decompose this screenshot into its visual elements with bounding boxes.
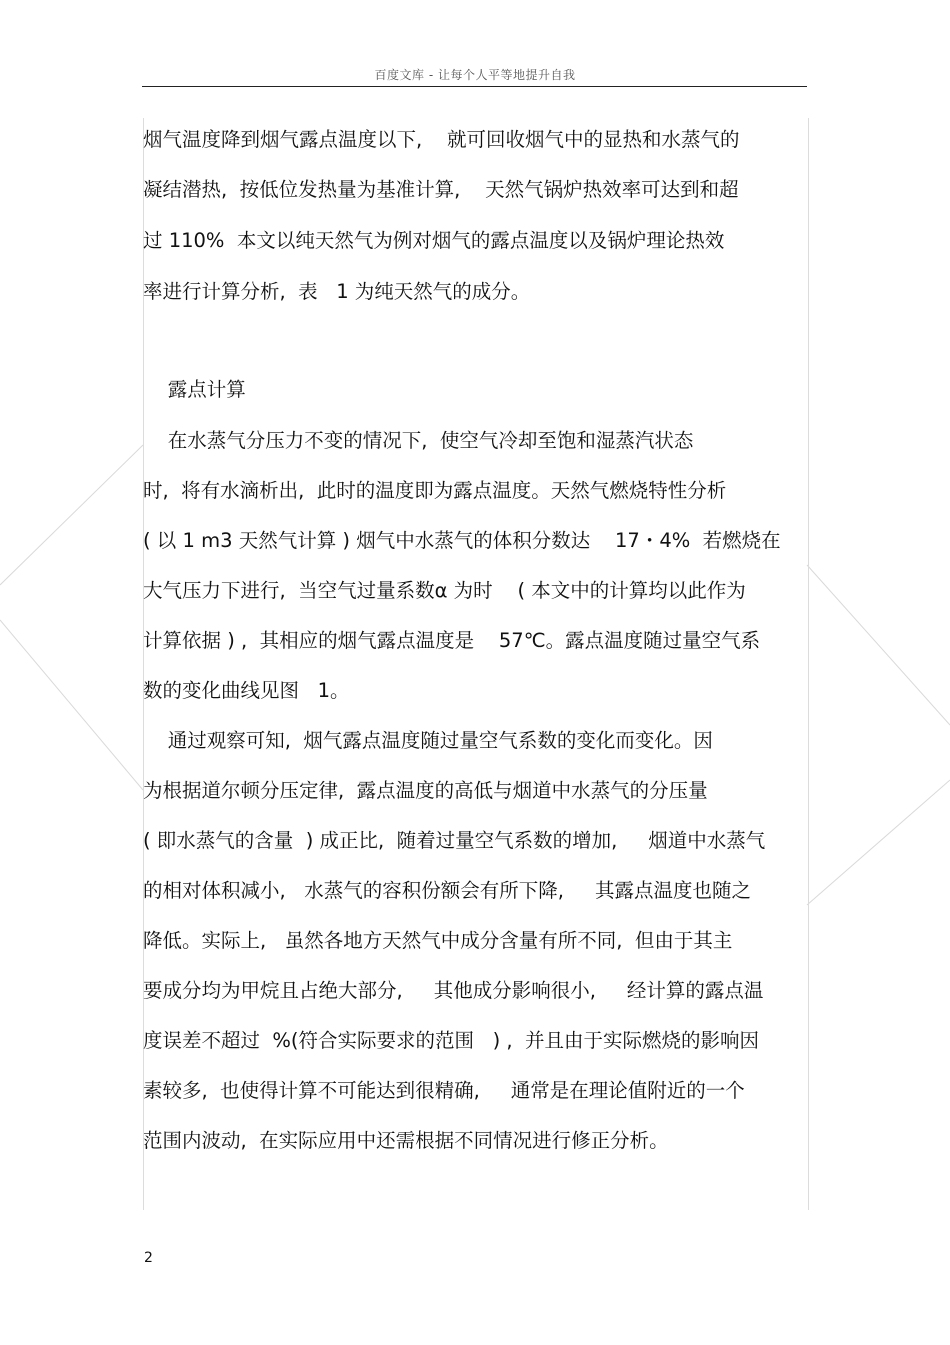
paragraph-line: 的相对体积减小, 水蒸气的容积份额会有所下降, 其露点温度也随之 [143,879,751,902]
paragraph-line: 在水蒸气分压力不变的情况下, 使空气冷却至饱和湿蒸汽状态 [143,429,694,452]
paragraph-line: 数的变化曲线见图 1。 [143,679,350,702]
paragraph-line: 过 110% 本文以纯天然气为例对烟气的露点温度以及锅炉理论热效 [143,229,725,252]
section-heading: 露点计算 [143,378,246,401]
paragraph-line: 计算依据 ) , 其相应的烟气露点温度是 57℃。露点温度随过量空气系 [143,629,761,652]
page-header-title: 百度文库 - 让每个人平等地提升自我 [374,68,576,82]
paragraph-line: ( 即水蒸气的含量 ) 成正比, 随着过量空气系数的增加, 烟道中水蒸气 [143,829,766,852]
paragraph-line: 度误差不超过 %(符合实际要求的范围 ) , 并且由于实际燃烧的影响因 [143,1029,760,1052]
paragraph-line: 凝结潜热, 按低位发热量为基准计算, 天然气锅炉热效率可达到和超 [143,178,739,201]
paragraph-line: 时, 将有水滴析出, 此时的温度即为露点温度。天然气燃烧特性分析 [143,479,727,502]
header-divider [142,86,807,87]
paragraph-line: 大气压力下进行, 当空气过量系数α 为时 ( 本文中的计算均以此作为 [143,579,746,602]
paragraph-line: ( 以 1 m3 天然气计算 ) 烟气中水蒸气的体积分数达 17・4% 若燃烧在 [143,529,781,552]
paragraph-line: 通过观察可知, 烟气露点温度随过量空气系数的变化而变化。因 [143,729,713,752]
paragraph-line: 降低。实际上, 虽然各地方天然气中成分含量有所不同, 但由于其主 [143,929,733,952]
paragraph-line: 素较多, 也使得计算不可能达到很精确, 通常是在理论值附近的一个 [143,1079,745,1102]
paragraph-line: 要成分均为甲烷且占绝大部分, 其他成分影响很小, 经计算的露点温 [143,979,764,1002]
paragraph-line: 率进行计算分析, 表 1 为纯天然气的成分。 [143,280,531,303]
paragraph-line: 为根据道尔顿分压定律, 露点温度的高低与烟道中水蒸气的分压量 [143,779,708,802]
paragraph-line: 烟气温度降到烟气露点温度以下, 就可回收烟气中的显热和水蒸气的 [143,128,740,151]
page-number: 2 [144,1250,153,1266]
paragraph-line: 范围内波动, 在实际应用中还需根据不同情况进行修正分析。 [143,1129,669,1152]
